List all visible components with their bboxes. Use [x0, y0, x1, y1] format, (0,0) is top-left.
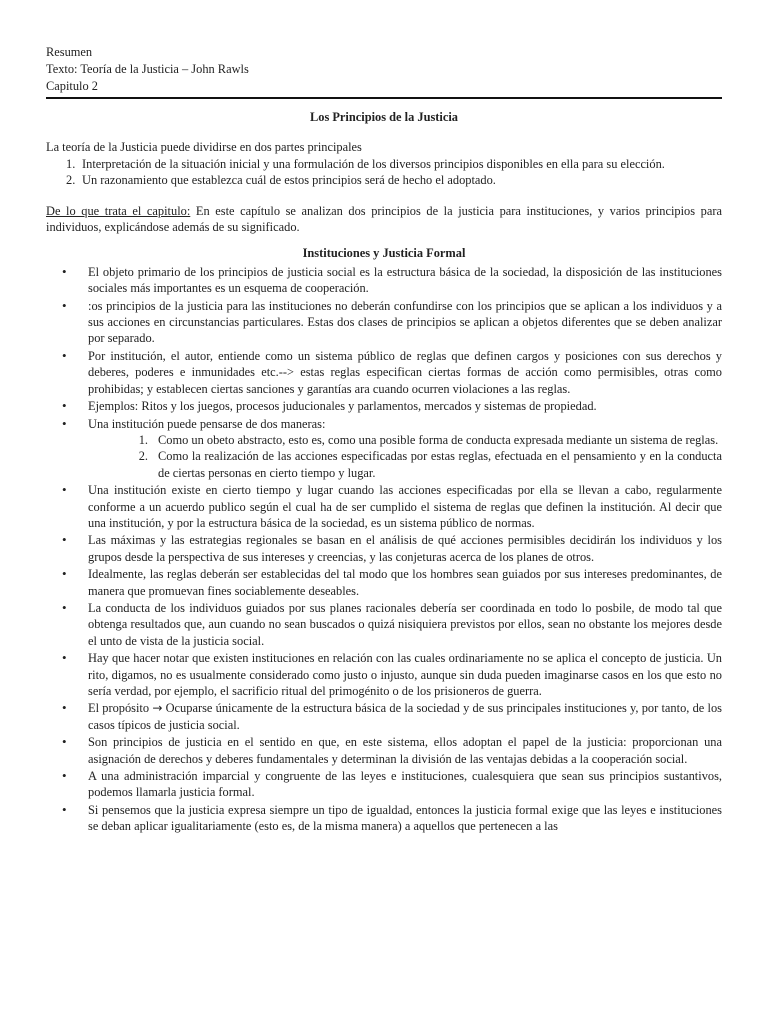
list-item — [46, 416, 722, 482]
list-item — [122, 432, 722, 448]
bullet-icon: • — [62, 347, 67, 363]
bullet-text: A una administración imparcial y congruente de las leyes e instituciones, cualesquiera que sean sus principios sustantivos, podemos llamarla justicia formal. — [88, 769, 722, 800]
header-texto: Texto: Teoría de la Justicia – John Rawls — [46, 62, 249, 76]
bullet-icon: • — [62, 263, 67, 279]
list-item-number: 1. — [138, 432, 148, 447]
header-capitulo: Capitulo 2 — [46, 79, 98, 93]
bullet-text: :os principios de la justicia para las instituciones no deberán confundirse con los principios que se aplican a los individuos y a sus acciones en circunstancias particulares. Estas dos clases de principios se aplican a objetos diferentes que se deben analizar por separado. — [88, 298, 722, 346]
intro-text: La teoría de la Justicia puede dividirse en dos partes principales — [46, 140, 362, 155]
list-item — [46, 802, 722, 835]
section-bullet-list — [46, 264, 722, 835]
arrow-right-icon: → — [152, 701, 163, 716]
list-item — [46, 398, 722, 414]
bullet-text: Son principios de justicia en el sentido en que, en este sistema, ellos adoptan el papel de la justicia: proporcionan una asignación de derechos y deberes fundamentales y determinan la división de las ventajas debidas a la cooperación social. — [88, 735, 722, 766]
bullet-text: Una institución puede pensarse de dos maneras: — [88, 416, 326, 431]
chapter-summary — [46, 203, 722, 236]
bullet-text: Ejemplos: Ritos y los juegos, procesos juducionales y parlamentos, mercados y sistemas de propiedad. — [88, 399, 597, 414]
list-item — [46, 482, 722, 531]
list-item — [46, 768, 722, 801]
document-page — [46, 44, 722, 836]
bullet-icon: • — [62, 398, 67, 414]
summary-label: De lo que trata el capitulo: — [46, 203, 191, 218]
list-item — [46, 348, 722, 397]
list-item — [46, 156, 722, 172]
bullet-text-post: Ocuparse únicamente de la estructura básica de la sociedad y de sus principales instituciones y, por tanto, de los casos típicos de justicia social. — [88, 701, 722, 732]
bullet-icon: • — [62, 566, 67, 582]
bullet-icon: • — [62, 768, 67, 784]
bullet-icon: • — [62, 599, 67, 615]
bullet-text: Idealmente, las reglas deberán ser establecidas del tal modo que los hombres sean guiados por sus intereses predominantes, de manera que promuevan fines sociablemente deseables. — [88, 567, 722, 598]
bullet-text: La conducta de los individuos guiados por sus planes racionales debería ser coordinada en todo lo posbile, de modo tal que obtenga resultados que, aun cuando no sean buscados o quizá nisiquiera previstos por ellos, sean no obstante los mejores desde el unto de vista de la justicia social. — [88, 600, 722, 648]
list-item — [46, 600, 722, 649]
list-item — [122, 448, 722, 481]
list-item — [46, 298, 722, 347]
list-item-text: Un razonamiento que establezca cuál de estos principios será de hecho el adoptado. — [82, 173, 496, 188]
list-item-number: 1. — [66, 156, 76, 171]
bullet-text: El objeto primario de los principios de justicia social es la estructura básica de la sociedad, la disposición de las instituciones sociales más importantes es un esquema de cooperación. — [88, 264, 722, 296]
list-item — [46, 734, 722, 767]
section-title: Instituciones y Justicia Formal — [302, 246, 466, 261]
bullet-text: Por institución, el autor, entiende como un sistema público de reglas que definen cargos y posiciones con sus derechos y deberes, poderes e inmunidades etc.--> estas reglas especifican ciertas formas de acción como permisibles, otras como prohibidas; y establecen ciertas sanciones y garantías ara cuando ocurren violaciones a las reglas. — [88, 348, 722, 396]
bullet-icon: • — [62, 482, 67, 498]
bullet-icon: • — [62, 734, 67, 750]
document-title: Los Principios de la Justicia — [309, 110, 458, 124]
list-item-number: 2. — [138, 449, 148, 464]
list-item — [46, 650, 722, 699]
list-item-text: Interpretación de la situación inicial y una formulación de los diversos principios disponibles en ella para su elección. — [82, 156, 665, 171]
bullet-icon: • — [62, 415, 67, 431]
bullet-text: Si pensemos que la justicia expresa siempre un tipo de igualdad, entonces la justicia formal exige que las leyes e instituciones se deban aplicar igualitariamente (esto es, de la misma manera) a aquellos que pertenecen a las — [88, 802, 722, 834]
summary-text: En este capítulo se analizan dos principios de la justicia para instituciones, y varios principios para individuos, explicándose además de su significado. — [46, 203, 722, 235]
list-item — [46, 264, 722, 297]
institution-ways-list — [88, 432, 722, 481]
bullet-text: Una institución existe en cierto tiempo y lugar cuando las acciones especificadas por ella se llevan a cabo, regularmente conforme a un acuerdo publico según el cual ha de ser cumplido el sistema de reglas que definen la institución. Al decir que una institución, y por la estructura básica de la sociedad, es un sistema público de normas. — [88, 483, 722, 530]
list-item — [46, 532, 722, 565]
bullet-icon: • — [62, 650, 67, 666]
intro-list — [46, 156, 722, 189]
bullet-text: Las máximas y las estrategias regionales se basan en el análisis de qué acciones permisibles decidirán los individuos y los grupos desde la perspectiva de sus intereses y creencias, y las conjeturas acerca de los planes de otros. — [88, 533, 722, 564]
list-item-text: Como un obeto abstracto, esto es, como una posible forma de conducta expresada mediante un sistema de reglas. — [158, 432, 719, 447]
header-resumen: Resumen — [46, 45, 93, 59]
bullet-icon: • — [62, 700, 67, 716]
bullet-icon: • — [62, 297, 67, 313]
bullet-icon: • — [62, 532, 67, 548]
header-rule — [46, 97, 722, 99]
list-item — [46, 566, 722, 599]
list-item-number: 2. — [66, 173, 76, 188]
list-item — [46, 172, 722, 188]
document-header — [46, 44, 722, 95]
list-item — [46, 700, 722, 733]
list-item-text: Como la realización de las acciones especificadas por estas reglas, efectuada en el pensamiento y en la conducta de ciertas personas en cierto tiempo y lugar. — [158, 449, 722, 480]
bullet-text-pre: El propósito — [88, 701, 153, 716]
bullet-icon: • — [62, 801, 67, 817]
bullet-text: Hay que hacer notar que existen instituciones en relación con las cuales ordinariamente no se aplica el concepto de justicia. Un rito, digamos, no es usualmente considerado como justo o injusto, aunque sin duda pueden imaginarse casos en los que esto no sería verdad, por ejemplo, el sacrificio ritual del primogénito o de los prisioneros de guerra. — [88, 651, 722, 698]
